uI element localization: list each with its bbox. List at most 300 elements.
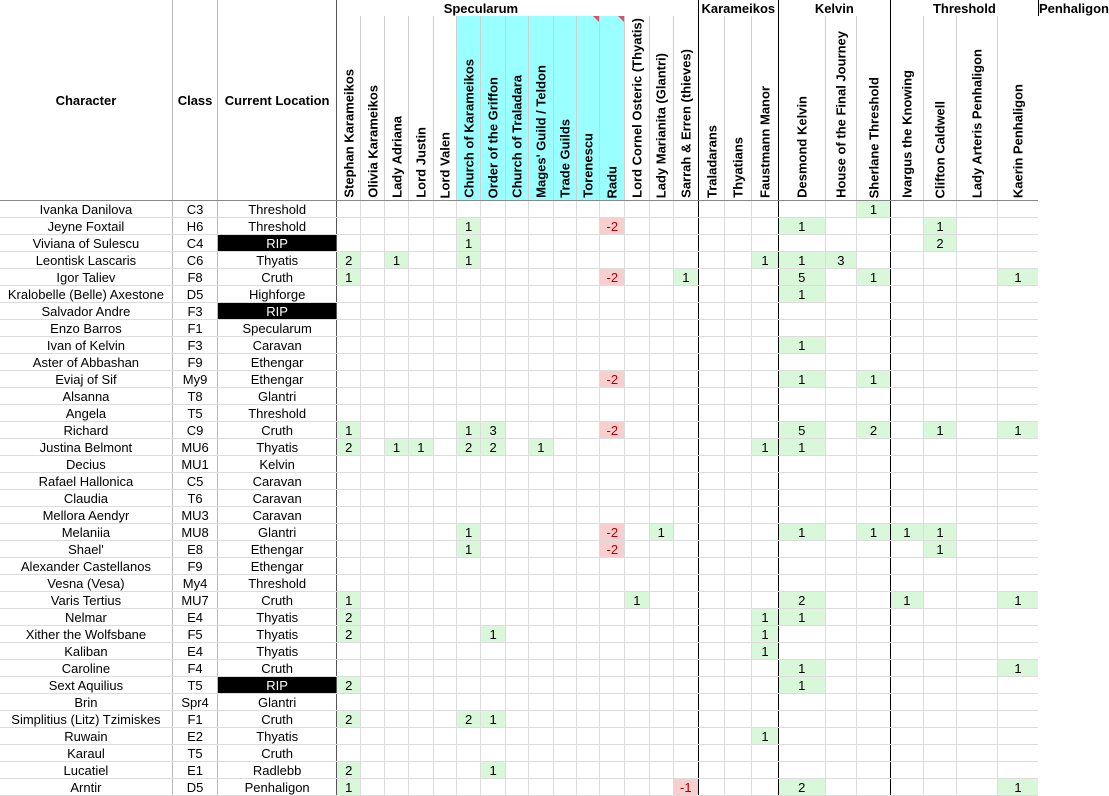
reputation-cell[interactable] bbox=[625, 235, 649, 252]
reputation-cell[interactable] bbox=[649, 711, 673, 728]
reputation-cell[interactable] bbox=[625, 252, 649, 269]
reputation-cell[interactable]: 2 bbox=[337, 252, 361, 269]
reputation-cell[interactable] bbox=[576, 269, 599, 286]
column-header-radu[interactable] bbox=[600, 16, 625, 201]
reputation-cell[interactable] bbox=[505, 745, 528, 762]
character-name-cell[interactable]: Ivanka Danilova bbox=[0, 201, 172, 218]
column-header-house-of-the-final-journey[interactable] bbox=[825, 16, 857, 201]
reputation-cell[interactable] bbox=[698, 490, 725, 507]
reputation-cell[interactable] bbox=[481, 728, 505, 745]
reputation-cell[interactable] bbox=[890, 354, 923, 371]
reputation-cell[interactable]: 1 bbox=[337, 269, 361, 286]
reputation-cell[interactable] bbox=[433, 626, 456, 643]
reputation-cell[interactable] bbox=[409, 779, 433, 796]
class-cell[interactable]: MU3 bbox=[172, 507, 217, 524]
reputation-cell[interactable] bbox=[890, 677, 923, 694]
reputation-cell[interactable] bbox=[481, 320, 505, 337]
reputation-cell[interactable] bbox=[337, 371, 361, 388]
reputation-cell[interactable] bbox=[409, 269, 433, 286]
reputation-cell[interactable] bbox=[505, 456, 528, 473]
reputation-cell[interactable] bbox=[857, 558, 891, 575]
column-header-stephan-karameikos[interactable] bbox=[337, 16, 361, 201]
reputation-cell[interactable] bbox=[337, 235, 361, 252]
reputation-cell[interactable] bbox=[890, 711, 923, 728]
reputation-cell[interactable] bbox=[752, 660, 779, 677]
reputation-cell[interactable] bbox=[433, 575, 456, 592]
class-cell[interactable]: F3 bbox=[172, 303, 217, 320]
reputation-cell[interactable] bbox=[698, 626, 725, 643]
reputation-cell[interactable] bbox=[778, 303, 825, 320]
reputation-cell[interactable] bbox=[673, 609, 698, 626]
reputation-cell[interactable] bbox=[361, 575, 384, 592]
reputation-cell[interactable]: 2 bbox=[337, 711, 361, 728]
reputation-cell[interactable] bbox=[481, 252, 505, 269]
reputation-cell[interactable] bbox=[649, 575, 673, 592]
reputation-cell[interactable] bbox=[957, 592, 997, 609]
reputation-cell[interactable] bbox=[456, 558, 480, 575]
reputation-cell[interactable] bbox=[361, 660, 384, 677]
reputation-cell[interactable] bbox=[553, 422, 576, 439]
reputation-cell[interactable] bbox=[673, 524, 698, 541]
reputation-cell[interactable] bbox=[337, 405, 361, 422]
reputation-cell[interactable] bbox=[384, 473, 408, 490]
reputation-cell[interactable] bbox=[384, 609, 408, 626]
reputation-cell[interactable] bbox=[481, 235, 505, 252]
reputation-cell[interactable] bbox=[923, 558, 956, 575]
character-name-cell[interactable]: Claudia bbox=[0, 490, 172, 507]
reputation-cell[interactable] bbox=[505, 507, 528, 524]
reputation-cell[interactable] bbox=[337, 643, 361, 660]
reputation-cell[interactable] bbox=[553, 626, 576, 643]
reputation-cell[interactable] bbox=[673, 201, 698, 218]
reputation-cell[interactable] bbox=[957, 711, 997, 728]
reputation-cell[interactable] bbox=[778, 405, 825, 422]
reputation-cell[interactable] bbox=[481, 405, 505, 422]
class-cell[interactable]: H6 bbox=[172, 218, 217, 235]
reputation-cell[interactable] bbox=[337, 541, 361, 558]
reputation-cell[interactable] bbox=[673, 575, 698, 592]
reputation-cell[interactable] bbox=[725, 286, 752, 303]
reputation-cell[interactable] bbox=[337, 558, 361, 575]
reputation-cell[interactable] bbox=[433, 694, 456, 711]
reputation-cell[interactable] bbox=[456, 201, 480, 218]
reputation-cell[interactable] bbox=[673, 371, 698, 388]
reputation-cell[interactable] bbox=[890, 371, 923, 388]
reputation-cell[interactable]: 2 bbox=[337, 762, 361, 779]
reputation-cell[interactable] bbox=[529, 269, 553, 286]
reputation-cell[interactable] bbox=[337, 201, 361, 218]
reputation-cell[interactable] bbox=[576, 490, 599, 507]
character-name-cell[interactable]: Kaliban bbox=[0, 643, 172, 660]
reputation-cell[interactable]: 1 bbox=[997, 422, 1038, 439]
reputation-cell[interactable] bbox=[649, 473, 673, 490]
reputation-cell[interactable] bbox=[673, 235, 698, 252]
location-cell[interactable]: Thyatis bbox=[218, 728, 337, 745]
reputation-cell[interactable] bbox=[337, 473, 361, 490]
character-name-cell[interactable]: Leontisk Lascaris bbox=[0, 252, 172, 269]
reputation-cell[interactable] bbox=[625, 677, 649, 694]
reputation-cell[interactable]: 2 bbox=[923, 235, 956, 252]
reputation-cell[interactable] bbox=[825, 439, 857, 456]
reputation-cell[interactable] bbox=[673, 592, 698, 609]
reputation-cell[interactable]: -2 bbox=[600, 269, 625, 286]
reputation-cell[interactable] bbox=[725, 422, 752, 439]
character-name-cell[interactable]: Mellora Aendyr bbox=[0, 507, 172, 524]
reputation-cell[interactable] bbox=[698, 371, 725, 388]
reputation-cell[interactable] bbox=[890, 337, 923, 354]
column-header-sarrah-erren-thieves[interactable] bbox=[673, 16, 698, 201]
reputation-cell[interactable] bbox=[752, 694, 779, 711]
reputation-cell[interactable] bbox=[576, 405, 599, 422]
reputation-cell[interactable] bbox=[890, 779, 923, 796]
reputation-cell[interactable] bbox=[409, 473, 433, 490]
reputation-cell[interactable] bbox=[857, 779, 891, 796]
reputation-cell[interactable] bbox=[698, 728, 725, 745]
reputation-cell[interactable] bbox=[725, 439, 752, 456]
reputation-cell[interactable] bbox=[857, 592, 891, 609]
reputation-cell[interactable] bbox=[553, 252, 576, 269]
reputation-cell[interactable] bbox=[752, 711, 779, 728]
reputation-cell[interactable] bbox=[825, 643, 857, 660]
reputation-cell[interactable]: 1 bbox=[673, 269, 698, 286]
reputation-cell[interactable] bbox=[409, 643, 433, 660]
reputation-cell[interactable] bbox=[997, 762, 1038, 779]
reputation-cell[interactable] bbox=[576, 354, 599, 371]
reputation-cell[interactable]: 2 bbox=[337, 677, 361, 694]
reputation-cell[interactable] bbox=[600, 405, 625, 422]
reputation-cell[interactable] bbox=[673, 677, 698, 694]
reputation-cell[interactable] bbox=[857, 235, 891, 252]
reputation-cell[interactable] bbox=[957, 320, 997, 337]
reputation-cell[interactable] bbox=[778, 541, 825, 558]
reputation-cell[interactable] bbox=[576, 626, 599, 643]
reputation-cell[interactable] bbox=[384, 677, 408, 694]
reputation-cell[interactable]: 1 bbox=[923, 524, 956, 541]
class-cell[interactable]: E2 bbox=[172, 728, 217, 745]
reputation-cell[interactable] bbox=[725, 388, 752, 405]
reputation-cell[interactable] bbox=[957, 218, 997, 235]
reputation-cell[interactable] bbox=[778, 507, 825, 524]
reputation-cell[interactable] bbox=[553, 473, 576, 490]
reputation-cell[interactable]: 1 bbox=[456, 235, 480, 252]
reputation-cell[interactable]: 1 bbox=[857, 201, 891, 218]
reputation-cell[interactable]: 1 bbox=[529, 439, 553, 456]
reputation-cell[interactable] bbox=[725, 694, 752, 711]
reputation-cell[interactable] bbox=[481, 201, 505, 218]
reputation-cell[interactable] bbox=[725, 677, 752, 694]
reputation-cell[interactable] bbox=[409, 711, 433, 728]
reputation-cell[interactable]: 1 bbox=[997, 660, 1038, 677]
reputation-cell[interactable]: 2 bbox=[456, 711, 480, 728]
reputation-cell[interactable] bbox=[433, 320, 456, 337]
class-cell[interactable]: F9 bbox=[172, 354, 217, 371]
reputation-cell[interactable] bbox=[649, 762, 673, 779]
reputation-cell[interactable] bbox=[361, 201, 384, 218]
reputation-cell[interactable] bbox=[529, 490, 553, 507]
reputation-cell[interactable] bbox=[649, 422, 673, 439]
reputation-cell[interactable] bbox=[433, 388, 456, 405]
reputation-cell[interactable] bbox=[625, 218, 649, 235]
reputation-cell[interactable] bbox=[600, 507, 625, 524]
reputation-cell[interactable] bbox=[481, 388, 505, 405]
reputation-cell[interactable] bbox=[384, 541, 408, 558]
reputation-cell[interactable] bbox=[725, 507, 752, 524]
reputation-cell[interactable] bbox=[433, 201, 456, 218]
reputation-cell[interactable] bbox=[409, 541, 433, 558]
reputation-cell[interactable] bbox=[857, 660, 891, 677]
reputation-cell[interactable] bbox=[825, 354, 857, 371]
reputation-cell[interactable] bbox=[649, 660, 673, 677]
reputation-cell[interactable] bbox=[576, 286, 599, 303]
reputation-cell[interactable] bbox=[825, 762, 857, 779]
location-cell[interactable]: Penhaligon bbox=[218, 779, 337, 796]
reputation-cell[interactable] bbox=[957, 286, 997, 303]
reputation-cell[interactable] bbox=[825, 677, 857, 694]
reputation-cell[interactable] bbox=[456, 728, 480, 745]
reputation-cell[interactable] bbox=[600, 609, 625, 626]
reputation-cell[interactable]: 1 bbox=[752, 626, 779, 643]
reputation-cell[interactable] bbox=[923, 286, 956, 303]
reputation-cell[interactable]: 1 bbox=[778, 337, 825, 354]
reputation-cell[interactable] bbox=[957, 541, 997, 558]
reputation-cell[interactable] bbox=[337, 745, 361, 762]
reputation-cell[interactable]: 1 bbox=[456, 524, 480, 541]
reputation-cell[interactable] bbox=[649, 490, 673, 507]
reputation-cell[interactable] bbox=[361, 711, 384, 728]
class-cell[interactable]: C4 bbox=[172, 235, 217, 252]
reputation-cell[interactable] bbox=[409, 201, 433, 218]
reputation-cell[interactable] bbox=[698, 779, 725, 796]
reputation-cell[interactable] bbox=[505, 286, 528, 303]
reputation-cell[interactable] bbox=[505, 201, 528, 218]
reputation-cell[interactable] bbox=[600, 354, 625, 371]
location-cell[interactable]: Ethengar bbox=[218, 371, 337, 388]
reputation-cell[interactable] bbox=[456, 507, 480, 524]
reputation-cell[interactable] bbox=[361, 405, 384, 422]
column-header-mages-guild-teldon[interactable] bbox=[529, 16, 553, 201]
reputation-cell[interactable] bbox=[361, 745, 384, 762]
reputation-cell[interactable] bbox=[725, 643, 752, 660]
reputation-cell[interactable] bbox=[752, 235, 779, 252]
reputation-cell[interactable] bbox=[997, 439, 1038, 456]
reputation-cell[interactable] bbox=[673, 218, 698, 235]
reputation-cell[interactable] bbox=[456, 762, 480, 779]
reputation-cell[interactable] bbox=[857, 745, 891, 762]
reputation-cell[interactable] bbox=[625, 694, 649, 711]
reputation-cell[interactable] bbox=[857, 643, 891, 660]
reputation-cell[interactable] bbox=[625, 643, 649, 660]
reputation-cell[interactable] bbox=[923, 303, 956, 320]
reputation-cell[interactable] bbox=[673, 711, 698, 728]
reputation-cell[interactable] bbox=[957, 660, 997, 677]
reputation-cell[interactable] bbox=[456, 677, 480, 694]
reputation-cell[interactable] bbox=[384, 694, 408, 711]
reputation-cell[interactable] bbox=[625, 473, 649, 490]
class-cell[interactable]: C5 bbox=[172, 473, 217, 490]
reputation-cell[interactable] bbox=[957, 609, 997, 626]
character-name-cell[interactable]: Enzo Barros bbox=[0, 320, 172, 337]
reputation-cell[interactable] bbox=[698, 286, 725, 303]
reputation-cell[interactable] bbox=[576, 303, 599, 320]
reputation-cell[interactable] bbox=[625, 558, 649, 575]
reputation-cell[interactable] bbox=[997, 371, 1038, 388]
reputation-cell[interactable] bbox=[957, 269, 997, 286]
reputation-cell[interactable] bbox=[725, 456, 752, 473]
reputation-cell[interactable] bbox=[857, 609, 891, 626]
reputation-cell[interactable] bbox=[923, 388, 956, 405]
reputation-cell[interactable] bbox=[361, 388, 384, 405]
reputation-cell[interactable] bbox=[857, 320, 891, 337]
reputation-cell[interactable] bbox=[433, 439, 456, 456]
character-name-cell[interactable]: Nelmar bbox=[0, 609, 172, 626]
reputation-cell[interactable]: -2 bbox=[600, 524, 625, 541]
reputation-cell[interactable] bbox=[625, 711, 649, 728]
location-cell[interactable]: Specularum bbox=[218, 320, 337, 337]
reputation-cell[interactable] bbox=[625, 779, 649, 796]
reputation-cell[interactable] bbox=[997, 609, 1038, 626]
reputation-cell[interactable] bbox=[857, 388, 891, 405]
character-name-cell[interactable]: Karaul bbox=[0, 745, 172, 762]
reputation-cell[interactable] bbox=[384, 762, 408, 779]
reputation-cell[interactable]: 5 bbox=[778, 269, 825, 286]
reputation-cell[interactable] bbox=[752, 762, 779, 779]
reputation-cell[interactable] bbox=[433, 643, 456, 660]
reputation-cell[interactable] bbox=[553, 711, 576, 728]
reputation-cell[interactable] bbox=[600, 711, 625, 728]
reputation-cell[interactable] bbox=[825, 626, 857, 643]
reputation-cell[interactable] bbox=[857, 303, 891, 320]
reputation-cell[interactable] bbox=[409, 456, 433, 473]
reputation-cell[interactable] bbox=[361, 269, 384, 286]
reputation-cell[interactable] bbox=[433, 218, 456, 235]
reputation-cell[interactable] bbox=[725, 473, 752, 490]
reputation-cell[interactable] bbox=[890, 694, 923, 711]
reputation-cell[interactable] bbox=[825, 490, 857, 507]
reputation-cell[interactable] bbox=[825, 235, 857, 252]
reputation-cell[interactable] bbox=[456, 303, 480, 320]
reputation-cell[interactable] bbox=[433, 286, 456, 303]
reputation-cell[interactable] bbox=[553, 660, 576, 677]
reputation-cell[interactable] bbox=[625, 626, 649, 643]
character-name-cell[interactable]: Ivan of Kelvin bbox=[0, 337, 172, 354]
reputation-cell[interactable] bbox=[456, 660, 480, 677]
character-name-cell[interactable]: Xither the Wolfsbane bbox=[0, 626, 172, 643]
reputation-cell[interactable] bbox=[529, 320, 553, 337]
reputation-cell[interactable] bbox=[673, 660, 698, 677]
reputation-cell[interactable] bbox=[957, 694, 997, 711]
reputation-cell[interactable] bbox=[576, 252, 599, 269]
reputation-cell[interactable] bbox=[529, 626, 553, 643]
reputation-cell[interactable] bbox=[481, 218, 505, 235]
reputation-cell[interactable] bbox=[553, 490, 576, 507]
location-cell[interactable]: Ethengar bbox=[218, 558, 337, 575]
reputation-cell[interactable] bbox=[361, 320, 384, 337]
reputation-cell[interactable] bbox=[649, 286, 673, 303]
reputation-cell[interactable] bbox=[553, 694, 576, 711]
reputation-cell[interactable]: 2 bbox=[456, 439, 480, 456]
reputation-cell[interactable] bbox=[725, 626, 752, 643]
reputation-cell[interactable] bbox=[433, 711, 456, 728]
comment-marker-icon[interactable] bbox=[593, 16, 599, 22]
reputation-cell[interactable] bbox=[361, 762, 384, 779]
reputation-cell[interactable]: 1 bbox=[337, 592, 361, 609]
reputation-cell[interactable] bbox=[553, 575, 576, 592]
reputation-cell[interactable] bbox=[649, 269, 673, 286]
reputation-cell[interactable]: 1 bbox=[778, 439, 825, 456]
reputation-cell[interactable] bbox=[384, 371, 408, 388]
reputation-cell[interactable] bbox=[997, 575, 1038, 592]
reputation-cell[interactable] bbox=[576, 677, 599, 694]
reputation-cell[interactable] bbox=[752, 218, 779, 235]
reputation-cell[interactable] bbox=[752, 269, 779, 286]
reputation-cell[interactable] bbox=[649, 643, 673, 660]
reputation-cell[interactable] bbox=[997, 711, 1038, 728]
reputation-cell[interactable]: -2 bbox=[600, 218, 625, 235]
column-header-traladarans[interactable] bbox=[698, 16, 725, 201]
reputation-cell[interactable] bbox=[384, 456, 408, 473]
reputation-cell[interactable] bbox=[433, 728, 456, 745]
location-cell[interactable]: Caravan bbox=[218, 473, 337, 490]
reputation-cell[interactable] bbox=[825, 728, 857, 745]
reputation-cell[interactable]: 1 bbox=[923, 218, 956, 235]
reputation-cell[interactable] bbox=[433, 303, 456, 320]
reputation-cell[interactable] bbox=[505, 303, 528, 320]
reputation-cell[interactable] bbox=[409, 677, 433, 694]
reputation-cell[interactable] bbox=[553, 541, 576, 558]
column-header-kaerin-penhaligon[interactable] bbox=[997, 16, 1038, 201]
reputation-cell[interactable] bbox=[433, 371, 456, 388]
reputation-cell[interactable] bbox=[957, 762, 997, 779]
reputation-cell[interactable] bbox=[433, 609, 456, 626]
reputation-cell[interactable] bbox=[923, 626, 956, 643]
reputation-cell[interactable] bbox=[576, 218, 599, 235]
reputation-cell[interactable] bbox=[649, 677, 673, 694]
reputation-cell[interactable] bbox=[600, 643, 625, 660]
reputation-cell[interactable] bbox=[576, 745, 599, 762]
reputation-cell[interactable] bbox=[957, 354, 997, 371]
reputation-cell[interactable] bbox=[553, 762, 576, 779]
reputation-cell[interactable] bbox=[505, 643, 528, 660]
reputation-cell[interactable] bbox=[857, 762, 891, 779]
reputation-cell[interactable] bbox=[600, 762, 625, 779]
reputation-cell[interactable] bbox=[778, 456, 825, 473]
character-name-cell[interactable]: Justina Belmont bbox=[0, 439, 172, 456]
class-cell[interactable]: C9 bbox=[172, 422, 217, 439]
reputation-cell[interactable] bbox=[923, 252, 956, 269]
reputation-cell[interactable] bbox=[825, 694, 857, 711]
column-header-lady-marianita-glantri[interactable] bbox=[649, 16, 673, 201]
reputation-cell[interactable] bbox=[433, 558, 456, 575]
reputation-cell[interactable] bbox=[505, 626, 528, 643]
reputation-cell[interactable] bbox=[778, 320, 825, 337]
reputation-cell[interactable] bbox=[456, 388, 480, 405]
reputation-cell[interactable] bbox=[752, 388, 779, 405]
class-cell[interactable]: F9 bbox=[172, 558, 217, 575]
reputation-cell[interactable] bbox=[529, 337, 553, 354]
reputation-cell[interactable] bbox=[890, 643, 923, 660]
reputation-cell[interactable] bbox=[600, 660, 625, 677]
reputation-cell[interactable] bbox=[433, 507, 456, 524]
reputation-cell[interactable] bbox=[361, 609, 384, 626]
reputation-cell[interactable] bbox=[957, 558, 997, 575]
reputation-cell[interactable] bbox=[752, 677, 779, 694]
reputation-cell[interactable] bbox=[456, 456, 480, 473]
reputation-cell[interactable] bbox=[625, 337, 649, 354]
reputation-cell[interactable] bbox=[625, 745, 649, 762]
column-header-olivia-karameikos[interactable] bbox=[361, 16, 384, 201]
reputation-cell[interactable] bbox=[553, 354, 576, 371]
reputation-cell[interactable] bbox=[505, 558, 528, 575]
